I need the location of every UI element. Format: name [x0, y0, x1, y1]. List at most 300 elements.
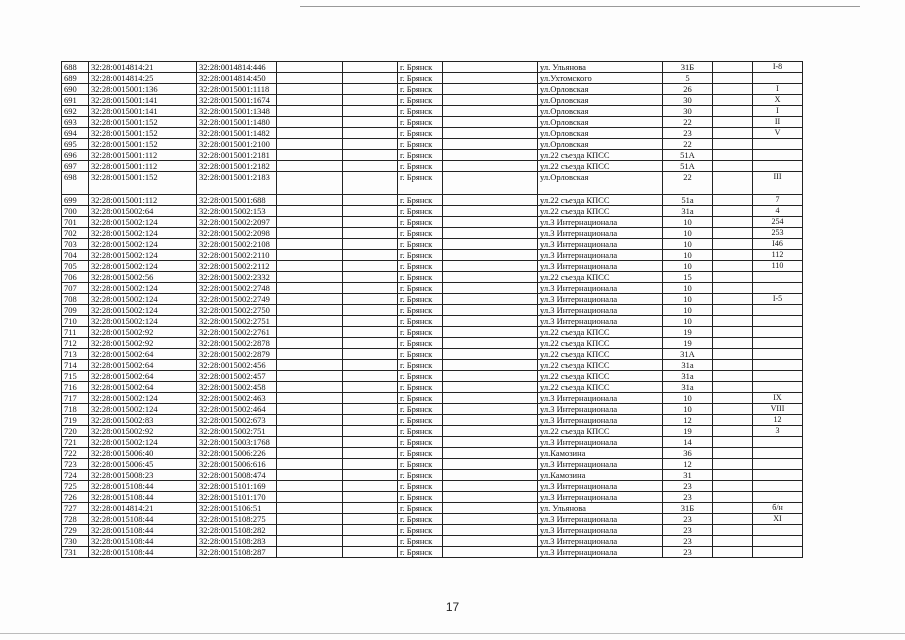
cadastral-number-cell: 32:28:0015001:2100	[197, 139, 277, 150]
row-number-cell: 726	[62, 492, 89, 503]
house-number-cell: 36	[663, 448, 713, 459]
empty-cell	[443, 415, 538, 426]
city-cell: г. Брянск	[398, 272, 443, 283]
table-row	[62, 161, 803, 172]
block-number-cell: 32:28:0015108:44	[89, 525, 197, 536]
street-cell: ул.3 Интернационала	[538, 536, 663, 547]
empty-cell	[713, 360, 753, 371]
premises-number-cell	[753, 349, 803, 360]
block-number-cell: 32:28:0015001:112	[89, 161, 197, 172]
row-number-cell: 728	[62, 514, 89, 525]
premises-number-cell: XI	[753, 514, 803, 525]
street-cell: ул.Орловская	[538, 139, 663, 150]
empty-cell	[443, 437, 538, 448]
house-number-cell: 14	[663, 437, 713, 448]
house-number-cell: 23	[663, 536, 713, 547]
empty-cell	[713, 426, 753, 437]
row-number-cell: 688	[62, 62, 89, 73]
cadastral-number-cell: 32:28:0015002:673	[197, 415, 277, 426]
empty-cell	[713, 437, 753, 448]
city-cell: г. Брянск	[398, 437, 443, 448]
empty-cell	[443, 84, 538, 95]
table-body	[62, 62, 803, 558]
row-number-cell: 710	[62, 316, 89, 327]
city-cell: г. Брянск	[398, 73, 443, 84]
empty-cell	[443, 371, 538, 382]
empty-cell	[277, 239, 343, 250]
city-cell: г. Брянск	[398, 503, 443, 514]
city-cell: г. Брянск	[398, 514, 443, 525]
block-number-cell: 32:28:0014814:25	[89, 73, 197, 84]
city-cell: г. Брянск	[398, 305, 443, 316]
empty-cell	[277, 305, 343, 316]
city-cell: г. Брянск	[398, 239, 443, 250]
cadastral-number-cell: 32:28:0015003:1768	[197, 437, 277, 448]
house-number-cell: 10	[663, 305, 713, 316]
premises-number-cell: 112	[753, 250, 803, 261]
street-cell: ул.22 съезда КПСС	[538, 206, 663, 217]
empty-cell	[443, 481, 538, 492]
city-cell: г. Брянск	[398, 117, 443, 128]
cadastral-number-cell: 32:28:0015002:2332	[197, 272, 277, 283]
row-number-cell: 709	[62, 305, 89, 316]
table-row	[62, 338, 803, 349]
premises-number-cell: 7	[753, 195, 803, 206]
empty-cell	[713, 327, 753, 338]
empty-cell	[277, 106, 343, 117]
table-row	[62, 536, 803, 547]
row-number-cell: 724	[62, 470, 89, 481]
table-row	[62, 139, 803, 150]
empty-cell	[343, 228, 398, 239]
block-number-cell: 32:28:0015002:124	[89, 217, 197, 228]
empty-cell	[443, 316, 538, 327]
empty-cell	[443, 338, 538, 349]
table-row	[62, 272, 803, 283]
empty-cell	[277, 536, 343, 547]
empty-cell	[343, 327, 398, 338]
row-number-cell: 698	[62, 172, 89, 195]
block-number-cell: 32:28:0015002:64	[89, 206, 197, 217]
empty-cell	[713, 261, 753, 272]
city-cell: г. Брянск	[398, 448, 443, 459]
house-number-cell: 23	[663, 514, 713, 525]
street-cell: ул.3 Интернационала	[538, 316, 663, 327]
row-number-cell: 695	[62, 139, 89, 150]
empty-cell	[343, 305, 398, 316]
empty-cell	[443, 503, 538, 514]
street-cell: ул.3 Интернационала	[538, 283, 663, 294]
cadastral-number-cell: 32:28:0015002:457	[197, 371, 277, 382]
block-number-cell: 32:28:0015002:124	[89, 239, 197, 250]
empty-cell	[277, 150, 343, 161]
street-cell: ул.3 Интернационала	[538, 514, 663, 525]
city-cell: г. Брянск	[398, 316, 443, 327]
city-cell: г. Брянск	[398, 294, 443, 305]
premises-number-cell: I46	[753, 239, 803, 250]
row-number-cell: 729	[62, 525, 89, 536]
city-cell: г. Брянск	[398, 426, 443, 437]
cadastral-number-cell: 32:28:0015002:2878	[197, 338, 277, 349]
house-number-cell: 31Б	[663, 62, 713, 73]
table-row	[62, 261, 803, 272]
empty-cell	[713, 117, 753, 128]
house-number-cell: 31А	[663, 349, 713, 360]
table-row	[62, 195, 803, 206]
empty-cell	[277, 217, 343, 228]
empty-cell	[713, 525, 753, 536]
empty-cell	[343, 250, 398, 261]
empty-cell	[443, 360, 538, 371]
empty-cell	[277, 492, 343, 503]
empty-cell	[443, 161, 538, 172]
empty-cell	[713, 481, 753, 492]
row-number-cell: 730	[62, 536, 89, 547]
empty-cell	[713, 283, 753, 294]
row-number-cell: 712	[62, 338, 89, 349]
empty-cell	[343, 150, 398, 161]
empty-cell	[343, 547, 398, 558]
table-row	[62, 481, 803, 492]
cadastral-number-cell: 32:28:0015001:688	[197, 195, 277, 206]
cadastral-number-cell: 32:28:0015101:170	[197, 492, 277, 503]
table-row	[62, 426, 803, 437]
empty-cell	[277, 84, 343, 95]
street-cell: ул.3 Интернационала	[538, 250, 663, 261]
premises-number-cell: IX	[753, 393, 803, 404]
empty-cell	[343, 261, 398, 272]
block-number-cell: 32:28:0015001:141	[89, 95, 197, 106]
city-cell: г. Брянск	[398, 261, 443, 272]
premises-number-cell	[753, 327, 803, 338]
block-number-cell: 32:28:0015002:64	[89, 382, 197, 393]
premises-number-cell	[753, 371, 803, 382]
empty-cell	[713, 536, 753, 547]
cadastral-number-cell: 32:28:0015002:2761	[197, 327, 277, 338]
empty-cell	[343, 481, 398, 492]
empty-cell	[443, 448, 538, 459]
row-number-cell: 705	[62, 261, 89, 272]
street-cell: ул.Орловская	[538, 128, 663, 139]
cadastral-number-cell: 32:28:0015008:474	[197, 470, 277, 481]
empty-cell	[343, 470, 398, 481]
table-row	[62, 404, 803, 415]
premises-number-cell	[753, 139, 803, 150]
house-number-cell: 5	[663, 73, 713, 84]
empty-cell	[443, 261, 538, 272]
street-cell: ул. Ульянова	[538, 62, 663, 73]
block-number-cell: 32:28:0015002:83	[89, 415, 197, 426]
empty-cell	[713, 316, 753, 327]
table-row	[62, 95, 803, 106]
empty-cell	[713, 172, 753, 195]
table-row	[62, 73, 803, 84]
house-number-cell: 31Б	[663, 503, 713, 514]
empty-cell	[277, 349, 343, 360]
cadastral-number-cell: 32:28:0015002:2098	[197, 228, 277, 239]
street-cell: ул.Орловская	[538, 106, 663, 117]
row-number-cell: 719	[62, 415, 89, 426]
house-number-cell: 23	[663, 128, 713, 139]
premises-number-cell: X	[753, 95, 803, 106]
street-cell: ул.3 Интернационала	[538, 261, 663, 272]
house-number-cell: 10	[663, 283, 713, 294]
city-cell: г. Брянск	[398, 371, 443, 382]
table-row	[62, 514, 803, 525]
empty-cell	[343, 437, 398, 448]
house-number-cell: 15	[663, 272, 713, 283]
empty-cell	[713, 73, 753, 84]
cadastral-number-cell: 32:28:0015001:1348	[197, 106, 277, 117]
premises-number-cell: 254	[753, 217, 803, 228]
empty-cell	[343, 62, 398, 73]
empty-cell	[343, 349, 398, 360]
empty-cell	[343, 106, 398, 117]
street-cell: ул.Орловская	[538, 84, 663, 95]
street-cell: ул.3 Интернационала	[538, 525, 663, 536]
premises-number-cell	[753, 382, 803, 393]
empty-cell	[277, 371, 343, 382]
cadastral-number-cell: 32:28:0015002:153	[197, 206, 277, 217]
empty-cell	[277, 459, 343, 470]
premises-number-cell	[753, 459, 803, 470]
table-row	[62, 470, 803, 481]
cadastral-number-cell: 32:28:0015002:2097	[197, 217, 277, 228]
bottom-rule	[0, 633, 905, 634]
table-row	[62, 228, 803, 239]
empty-cell	[343, 217, 398, 228]
city-cell: г. Брянск	[398, 195, 443, 206]
city-cell: г. Брянск	[398, 206, 443, 217]
block-number-cell: 32:28:0015001:152	[89, 128, 197, 139]
empty-cell	[343, 426, 398, 437]
empty-cell	[343, 84, 398, 95]
cadastral-number-cell: 32:28:0015001:2182	[197, 161, 277, 172]
premises-number-cell	[753, 481, 803, 492]
premises-number-cell	[753, 73, 803, 84]
row-number-cell: 693	[62, 117, 89, 128]
empty-cell	[277, 525, 343, 536]
empty-cell	[277, 382, 343, 393]
premises-number-cell	[753, 161, 803, 172]
street-cell: ул.22 съезда КПСС	[538, 195, 663, 206]
block-number-cell: 32:28:0015002:64	[89, 360, 197, 371]
empty-cell	[713, 294, 753, 305]
empty-cell	[443, 547, 538, 558]
table-row	[62, 547, 803, 558]
premises-number-cell: 3	[753, 426, 803, 437]
premises-number-cell: II	[753, 117, 803, 128]
premises-number-cell	[753, 338, 803, 349]
row-number-cell: 702	[62, 228, 89, 239]
cadastral-number-cell: 32:28:0015002:458	[197, 382, 277, 393]
city-cell: г. Брянск	[398, 459, 443, 470]
cadastral-number-cell: 32:28:0015002:751	[197, 426, 277, 437]
empty-cell	[343, 239, 398, 250]
cadastral-number-cell: 32:28:0015002:2751	[197, 316, 277, 327]
premises-number-cell	[753, 470, 803, 481]
empty-cell	[343, 117, 398, 128]
cadastral-number-cell: 32:28:0015002:2112	[197, 261, 277, 272]
empty-cell	[713, 371, 753, 382]
empty-cell	[277, 426, 343, 437]
table-row	[62, 250, 803, 261]
empty-cell	[277, 338, 343, 349]
empty-cell	[443, 382, 538, 393]
empty-cell	[277, 448, 343, 459]
empty-cell	[443, 349, 538, 360]
empty-cell	[713, 393, 753, 404]
house-number-cell: 31а	[663, 382, 713, 393]
house-number-cell: 19	[663, 338, 713, 349]
city-cell: г. Брянск	[398, 481, 443, 492]
house-number-cell: 30	[663, 106, 713, 117]
table-row	[62, 382, 803, 393]
street-cell: ул.22 съезда КПСС	[538, 382, 663, 393]
block-number-cell: 32:28:0015001:112	[89, 195, 197, 206]
house-number-cell: 31а	[663, 371, 713, 382]
house-number-cell: 10	[663, 239, 713, 250]
street-cell: ул.3 Интернационала	[538, 481, 663, 492]
block-number-cell: 32:28:0015002:92	[89, 338, 197, 349]
empty-cell	[277, 503, 343, 514]
city-cell: г. Брянск	[398, 150, 443, 161]
empty-cell	[277, 62, 343, 73]
row-number-cell: 692	[62, 106, 89, 117]
block-number-cell: 32:28:0015002:124	[89, 437, 197, 448]
empty-cell	[713, 349, 753, 360]
house-number-cell: 31а	[663, 206, 713, 217]
table-row	[62, 437, 803, 448]
city-cell: г. Брянск	[398, 547, 443, 558]
cadastral-number-cell: 32:28:0015101:169	[197, 481, 277, 492]
block-number-cell: 32:28:0015002:124	[89, 261, 197, 272]
empty-cell	[443, 117, 538, 128]
empty-cell	[277, 195, 343, 206]
empty-cell	[443, 128, 538, 139]
street-cell: ул.Ухтомского	[538, 73, 663, 84]
empty-cell	[343, 283, 398, 294]
table-row	[62, 305, 803, 316]
row-number-cell: 711	[62, 327, 89, 338]
empty-cell	[713, 206, 753, 217]
table-row	[62, 128, 803, 139]
empty-cell	[277, 514, 343, 525]
city-cell: г. Брянск	[398, 95, 443, 106]
block-number-cell: 32:28:0015002:124	[89, 250, 197, 261]
block-number-cell: 32:28:0015001:141	[89, 106, 197, 117]
block-number-cell: 32:28:0015002:64	[89, 371, 197, 382]
empty-cell	[343, 195, 398, 206]
empty-cell	[713, 195, 753, 206]
city-cell: г. Брянск	[398, 217, 443, 228]
block-number-cell: 32:28:0015001:112	[89, 150, 197, 161]
empty-cell	[713, 239, 753, 250]
empty-cell	[713, 305, 753, 316]
street-cell: ул.3 Интернационала	[538, 459, 663, 470]
empty-cell	[277, 327, 343, 338]
cadastral-number-cell: 32:28:0015108:282	[197, 525, 277, 536]
empty-cell	[713, 217, 753, 228]
table-row	[62, 84, 803, 95]
empty-cell	[443, 525, 538, 536]
row-number-cell: 722	[62, 448, 89, 459]
row-number-cell: 714	[62, 360, 89, 371]
street-cell: ул.22 съезда КПСС	[538, 327, 663, 338]
house-number-cell: 22	[663, 139, 713, 150]
city-cell: г. Брянск	[398, 404, 443, 415]
row-number-cell: 718	[62, 404, 89, 415]
empty-cell	[343, 128, 398, 139]
premises-number-cell: I	[753, 84, 803, 95]
street-cell: ул.22 съезда КПСС	[538, 161, 663, 172]
street-cell: ул.Орловская	[538, 95, 663, 106]
table-row	[62, 371, 803, 382]
empty-cell	[713, 547, 753, 558]
block-number-cell: 32:28:0015002:56	[89, 272, 197, 283]
city-cell: г. Брянск	[398, 84, 443, 95]
empty-cell	[713, 382, 753, 393]
block-number-cell: 32:28:0015108:44	[89, 481, 197, 492]
block-number-cell: 32:28:0015002:124	[89, 228, 197, 239]
empty-cell	[343, 393, 398, 404]
premises-number-cell: I-8	[753, 62, 803, 73]
empty-cell	[277, 272, 343, 283]
table-row	[62, 106, 803, 117]
house-number-cell: 12	[663, 415, 713, 426]
block-number-cell: 32:28:0015001:136	[89, 84, 197, 95]
premises-number-cell	[753, 316, 803, 327]
table-row	[62, 316, 803, 327]
cadastral-number-cell: 32:28:0015001:1674	[197, 95, 277, 106]
cadastral-number-cell: 32:28:0014814:450	[197, 73, 277, 84]
block-number-cell: 32:28:0015002:124	[89, 294, 197, 305]
cadastral-number-cell: 32:28:0015001:2183	[197, 172, 277, 195]
house-number-cell: 51А	[663, 161, 713, 172]
street-cell: ул. Ульянова	[538, 503, 663, 514]
row-number-cell: 731	[62, 547, 89, 558]
street-cell: ул.3 Интернационала	[538, 305, 663, 316]
city-cell: г. Брянск	[398, 161, 443, 172]
cadastral-number-cell: 32:28:0015002:2749	[197, 294, 277, 305]
premises-number-cell	[753, 360, 803, 371]
premises-number-cell: V	[753, 128, 803, 139]
empty-cell	[443, 272, 538, 283]
empty-cell	[713, 338, 753, 349]
cadastral-number-cell: 32:28:0015002:2750	[197, 305, 277, 316]
row-number-cell: 725	[62, 481, 89, 492]
premises-number-cell	[753, 272, 803, 283]
empty-cell	[713, 84, 753, 95]
cadastral-number-cell: 32:28:0015002:464	[197, 404, 277, 415]
table-row	[62, 459, 803, 470]
table-row	[62, 525, 803, 536]
city-cell: г. Брянск	[398, 172, 443, 195]
empty-cell	[343, 272, 398, 283]
block-number-cell: 32:28:0015002:92	[89, 426, 197, 437]
empty-cell	[713, 250, 753, 261]
cadastral-number-cell: 32:28:0015002:456	[197, 360, 277, 371]
street-cell: ул.22 съезда КПСС	[538, 349, 663, 360]
empty-cell	[343, 206, 398, 217]
row-number-cell: 704	[62, 250, 89, 261]
row-number-cell: 716	[62, 382, 89, 393]
empty-cell	[713, 272, 753, 283]
row-number-cell: 721	[62, 437, 89, 448]
house-number-cell: 10	[663, 217, 713, 228]
empty-cell	[443, 492, 538, 503]
empty-cell	[443, 393, 538, 404]
